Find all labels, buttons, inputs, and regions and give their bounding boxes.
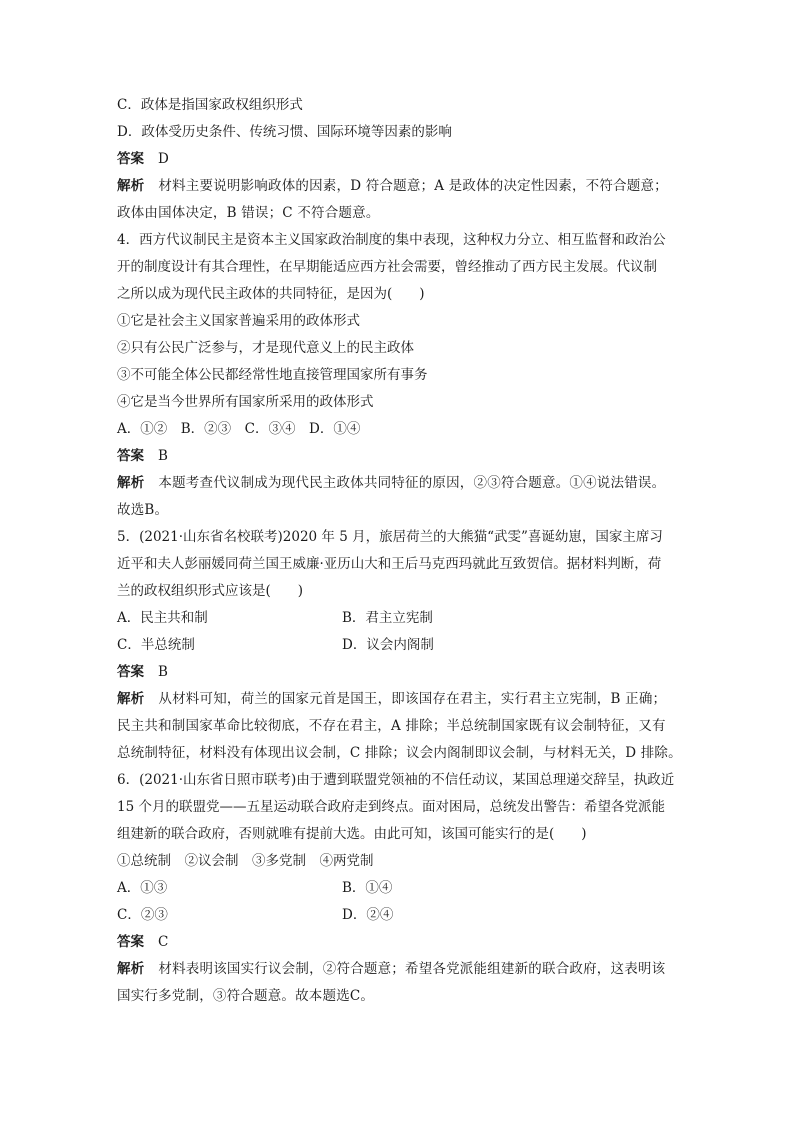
q6-answer (117, 929, 687, 956)
analysis-text: 本题考查代议制成为现代民主政体共同特征的原因，②③符合题意。①④说法错误。 (158, 475, 666, 491)
q6-items: ①总统制 ②议会制 ③多党制 ④两党制 (117, 853, 374, 869)
q5-analysis-line-3: 总统制特征，材料没有体现出议会制，C 排除；议会内阁制即议会制，与材料无关，D 排除。 (117, 745, 682, 761)
analysis-label: 解析 (117, 475, 145, 491)
q6-stem-line-3: 组建新的联合政府，否则就唯有提前大选。由此可知，该国可能实行的是( ) (117, 826, 587, 842)
q5-stem-line-3: 兰的政权组织形式应该是( ) (117, 583, 304, 599)
q4-item-3: ③不可能全体公民都经常性地直接管理国家所有事务 (117, 367, 428, 383)
answer-label: 答案 (117, 934, 144, 950)
q6-stem-line-1: 6．(2021·山东省日照市联考)由于遭到联盟党领袖的不信任动议，某国总理递交辞呈，执政近 (117, 772, 675, 788)
answer-label: 答案 (117, 448, 144, 464)
q5-options-row-1 (117, 605, 687, 632)
q6-options-row-1 (117, 875, 687, 902)
answer-label: 答案 (117, 664, 144, 680)
q4-analysis-line-1 (117, 470, 687, 497)
q3-option-c: C．政体是指国家政权组织形式 (117, 97, 303, 113)
document-content (117, 92, 687, 1010)
q4-item-1: ①它是社会主义国家普遍采用的政体形式 (117, 313, 360, 329)
q5-analysis-line-1 (117, 686, 687, 713)
q3-analysis-line-1 (117, 173, 687, 200)
q6-analysis-line-1 (117, 956, 687, 983)
q4-analysis-line-2: 故选B。 (117, 502, 169, 518)
q6-options-row-2 (117, 902, 687, 929)
q5-options-row-2 (117, 632, 687, 659)
analysis-label: 解析 (117, 961, 145, 977)
answer-value: D (158, 151, 169, 167)
q5-option-a: A．民主共和制 (117, 610, 208, 626)
q4-stem-line-2: 开的制度设计有其合理性，在早期能适应西方社会需要，曾经推动了西方民主发展。代议制 (117, 259, 657, 275)
analysis-text: 材料表明该国实行议会制，②符合题意；希望各党派能组建新的联合政府，这表明该 (158, 961, 666, 977)
analysis-label: 解析 (117, 691, 145, 707)
answer-value: B (158, 664, 168, 680)
q5-stem-line-2: 近平和夫人彭丽媛同荷兰国王威廉·亚历山大和王后马克西玛就此互致贺信。据材料判断，荷 (117, 556, 662, 572)
q6-analysis-line-2: 国实行多党制，③符合题意。故本题选C。 (117, 988, 375, 1004)
q4-stem-line-3: 之所以成为现代民主政体的共同特征，是因为( ) (117, 286, 425, 302)
q4-options: A．①② B．②③ C．③④ D．①④ (117, 421, 361, 437)
q5-stem-line-1: 5．(2021·山东省名校联考)2020 年 5 月，旅居荷兰的大熊猫“武雯”喜诞幼崽，国家主席习 (117, 529, 663, 545)
q5-option-b: B．君主立宪制 (342, 610, 433, 626)
q6-option-c: C．②③ (117, 907, 168, 923)
q6-option-d: D．②④ (342, 907, 394, 923)
q5-analysis-line-2: 民主共和制国家革命比较彻底，不存在君主，A 排除；半总统制国家既有议会制特征，又有 (117, 718, 666, 734)
q4-stem-line-1: 4．西方代议制民主是资本主义国家政治制度的集中表现，这种权力分立、相互监督和政治公 (117, 232, 666, 248)
q5-option-d: D．议会内阁制 (342, 637, 434, 653)
q6-stem-line-2: 15 个月的联盟党——五星运动联合政府走到终点。面对困局，总统发出警告：希望各党派能 (117, 799, 665, 815)
q3-option-d: D．政体受历史条件、传统习惯、国际环境等因素的影响 (117, 124, 452, 140)
answer-value: B (158, 448, 168, 464)
answer-value: C (158, 934, 169, 950)
analysis-text: 材料主要说明影响政体的因素，D 符合题意；A 是政体的决定性因素，不符合题意； (158, 178, 668, 194)
q4-item-2: ②只有公民广泛参与，才是现代意义上的民主政体 (117, 340, 414, 356)
q3-analysis-line-2: 政体由国体决定，B 错误；C 不符合题意。 (117, 205, 380, 221)
q6-option-b: B．①④ (342, 880, 393, 896)
analysis-label: 解析 (117, 178, 145, 194)
analysis-text: 从材料可知，荷兰的国家元首是国王，即该国存在君主，实行君主立宪制，B 正确； (158, 691, 667, 707)
q4-answer (117, 443, 687, 470)
q3-answer (117, 146, 687, 173)
q5-answer (117, 659, 687, 686)
q6-option-a: A．①③ (117, 880, 168, 896)
answer-label: 答案 (117, 151, 144, 167)
q4-item-4: ④它是当今世界所有国家所采用的政体形式 (117, 394, 374, 410)
q5-option-c: C．半总统制 (117, 637, 195, 653)
